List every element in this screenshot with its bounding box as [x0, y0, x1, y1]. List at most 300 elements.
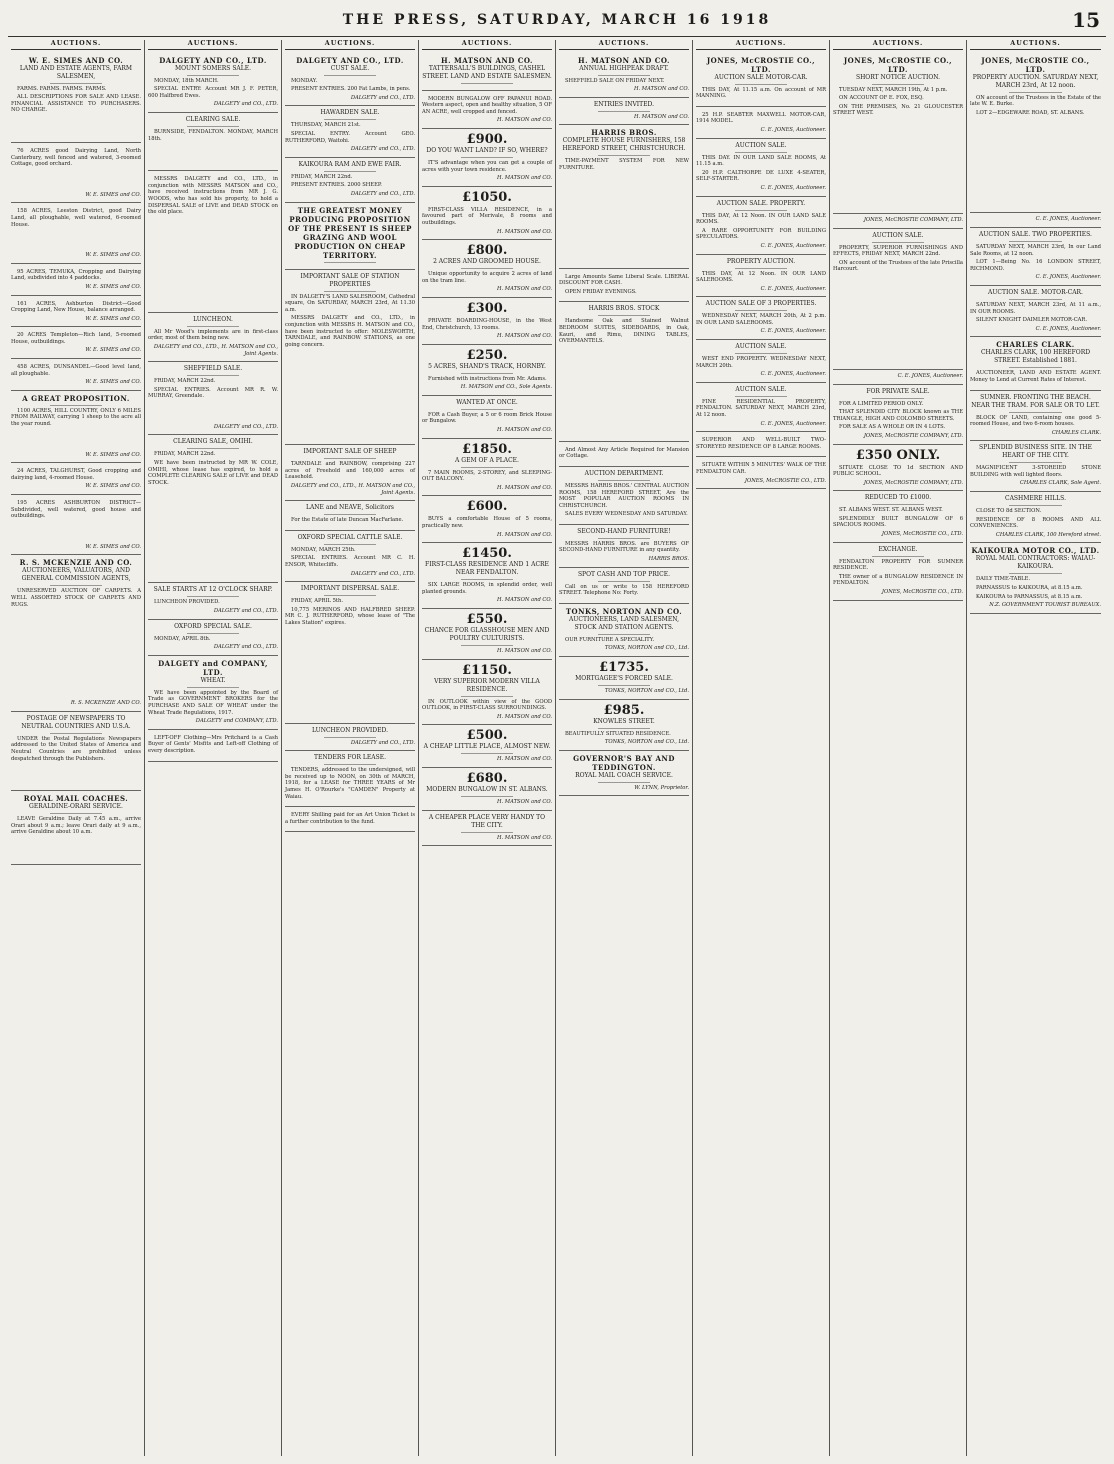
ad-paragraph: MESSRS DALGETY and CO., LTD., in conjunction with MESSRS MATSON and CO., have received instructions from MR J. G. WOODS, who has sold his property, to hold a DISPERSAL SALE of LIVE and DEAD STOCK on the old place.: [148, 176, 278, 216]
ad-signature: DALGETY and CO., LTD.: [213, 101, 278, 108]
ad-rule: [1009, 573, 1061, 574]
column-4: [419, 40, 556, 1456]
advertisement: [970, 228, 1101, 286]
ad-subheading: HARRIS BROS. STOCK: [588, 305, 660, 313]
ad-rule: [187, 126, 239, 127]
ad-paragraph: SATURDAY NEXT, MARCH 23rd, At 11 a.m., IN OUR ROOMS.: [970, 301, 1101, 315]
ad-paragraph: THIS DAY, At 12 Noon. IN OUR LAND SALEROOMS.: [696, 270, 826, 284]
advertisement: [970, 213, 1101, 228]
advertisement: [970, 53, 1101, 214]
ad-paragraph: MAGNIFICENT 3-STOREIED STONE BUILDING with well lighted floors.: [970, 465, 1101, 478]
ad-paragraph: SIX LARGE ROOMS, in splendid order, well planted grounds.: [422, 582, 552, 595]
ad-subheading: LAND AND ESTATE AGENTS, FARM SALESMEN,: [19, 64, 133, 80]
ad-signature: H. MATSON and CO.: [496, 798, 552, 805]
ad-paragraph: ON ACCOUNT OF E. FOX, ESQ.: [839, 95, 924, 102]
ad-price: £900.: [466, 131, 508, 147]
ad-signature: HARRIS BROS.: [648, 556, 689, 563]
advertisement: [422, 396, 552, 439]
ad-subheading: AUCTION SALE.: [735, 141, 787, 149]
column-5: [556, 40, 693, 1456]
advertisement: [696, 197, 826, 255]
ad-paragraph: PARNASSUS to KAIKOURA, at 8.15 a.m.: [976, 585, 1083, 592]
ad-rule: [187, 448, 239, 449]
ad-rule: [461, 696, 513, 697]
ad-signature: W. E. SIMES and CO.: [85, 379, 141, 386]
ad-paragraph: FIRST-CLASS VILLA RESIDENCE, in a favoured part of Merivale, 8 rooms and outbuildings.: [422, 206, 552, 226]
ad-paragraph: 24 ACRES, TALGHURST, Good cropping and dairying land, 4-roomed House.: [11, 468, 141, 481]
advertisement: [422, 543, 552, 609]
column-1: [8, 40, 145, 1456]
ad-paragraph: For the Estate of late Duncan MacFarlane.: [291, 517, 404, 524]
ad-rule: [461, 409, 513, 410]
ad-filler: [833, 275, 963, 365]
ad-paragraph: BEAUTIFULLY SITUATED RESIDENCE.: [565, 730, 671, 737]
ad-signature: H. MATSON and CO.: [496, 286, 552, 293]
ad-signature: TONKS, NORTON and CO., Ltd.: [604, 688, 689, 695]
advertisement: [422, 345, 552, 396]
ad-filler: [11, 522, 141, 544]
ad-subheading: MOUNT SOMERS SALE.: [174, 64, 252, 72]
ad-subheading: AUCTION SALE MOTOR-CAR.: [714, 73, 808, 81]
ad-subheading: AUCTION SALE.: [872, 231, 924, 239]
ad-rule: [598, 634, 650, 635]
ad-paragraph: 20 H.P. CALTHORPE DE LUXE 4-SEATER, SELF-STARTER.: [696, 169, 826, 183]
ad-heading: JONES, McCROSTIE CO., LTD.: [981, 55, 1090, 74]
ad-rule: [50, 813, 102, 814]
ad-price: £300.: [466, 300, 508, 316]
column-3: [282, 40, 419, 1456]
advertisement: [148, 53, 278, 113]
ad-filler: [559, 347, 689, 437]
ad-rule: [598, 480, 650, 481]
advertisement: [11, 53, 141, 143]
ad-signature: DALGETY and CO., LTD.: [213, 608, 278, 615]
ad-paragraph: A RARE OPPORTUNITY FOR BUILDING SPECULATORS.: [696, 227, 826, 241]
ad-signature: H. MATSON and CO.: [496, 531, 552, 538]
advertisement: [559, 751, 689, 797]
ad-signature: C. E. JONES, Auctioneer.: [760, 184, 826, 191]
ad-heading: THE GREATEST MONEY PRODUCING PROPOSITION OF THE PRESENT IS SHEEP GRAZING AND WOOL PRODUCTION ON CHEAP TERRITORY.: [288, 205, 412, 260]
ad-subheading: GERALDINE-ORARI SERVICE.: [29, 803, 123, 811]
ad-paragraph: TIME-PAYMENT SYSTEM FOR NEW FURNITURE.: [559, 158, 689, 171]
ad-signature: H. MATSON and CO.: [496, 175, 552, 182]
ad-subheading: AUCTION DEPARTMENT.: [584, 469, 664, 477]
advertisement: [833, 214, 963, 229]
ad-filler: [285, 350, 415, 440]
ad-subheading: 5 ACRES, SHAND'S TRACK, HORNBY.: [428, 362, 546, 370]
ad-rule: [187, 596, 239, 597]
ad-subheading: CASHMERE HILLS.: [1005, 495, 1066, 503]
ad-signature: W. E. SIMES and CO.: [85, 543, 141, 550]
ad-rule: [461, 373, 513, 374]
ad-subheading: CHARLES CLARK, 100 HEREFORD STREET. Established 1881.: [980, 349, 1091, 365]
ad-subheading: CUST SALE.: [330, 64, 370, 72]
advertisement: [422, 439, 552, 497]
ad-subheading: OXFORD SPECIAL SALE.: [174, 622, 252, 630]
ad-paragraph: FOR A LIMITED PERIOD ONLY.: [839, 400, 924, 407]
ad-paragraph: MESSRS HARRIS BROS. are BUYERS OF SECOND-HAND FURNITURE in any quantity.: [559, 540, 689, 554]
ad-paragraph: MONDAY, 18th MARCH.: [154, 77, 219, 84]
ad-rule: [735, 268, 787, 269]
ad-rule: [50, 83, 102, 84]
ad-signature: C. E. JONES, Auctioneer.: [1035, 325, 1101, 332]
advertisement: [285, 807, 415, 832]
ad-paragraph: EVERY Shilling paid for an Art Union Ticket is a further contribution to the fund.: [285, 812, 415, 825]
ad-price: £985.: [603, 702, 645, 718]
ad-subheading: AUCTION SALE. TWO PROPERTIES.: [979, 230, 1092, 238]
ad-price: £1450.: [462, 546, 512, 562]
ad-paragraph: OPEN FRIDAY EVENINGS.: [565, 288, 637, 295]
ad-rule: [598, 581, 650, 582]
advertisement: [970, 286, 1101, 337]
ad-paragraph: LOT 1—Being No. 16 LONDON STREET, RICHMOND.: [970, 259, 1101, 272]
ad-signature: C. E. JONES, Auctioneer.: [760, 371, 826, 378]
ad-heading: TONKS, NORTON AND CO.: [565, 606, 683, 616]
ad-heading: DALGETY and COMPANY, LTD.: [158, 658, 268, 677]
ad-paragraph: FOR SALE AS A WHOLE OR IN 4 LOTS.: [839, 424, 946, 431]
ad-rule: [598, 538, 650, 539]
ad-paragraph: FRIDAY, MARCH 22nd.: [154, 378, 216, 385]
ad-paragraph: CLOSE TO 8d SECTION.: [976, 508, 1042, 515]
ad-subheading: SECOND-HAND FURNITURE!: [577, 527, 671, 535]
advertisement: [422, 496, 552, 543]
ad-paragraph: PROPERTY, SUPERIOR FURNISHINGS AND EFFECTS, FRIDAY NEXT, MARCH 22nd.: [833, 244, 963, 258]
ad-paragraph: ON account of the Trustees in the Estate of the late W. E. Burke.: [970, 94, 1101, 108]
advertisement: [11, 463, 141, 495]
ad-paragraph: THIS DAY, At 12 Noon. IN OUR LAND SALE ROOMS.: [696, 212, 826, 226]
column-header: AUCTIONS.: [148, 40, 278, 50]
ad-rule: [461, 467, 513, 468]
ad-paragraph: KAIKOURA to PARNASSUS, at 8.15 a.m.: [976, 593, 1083, 600]
advertisement: [148, 620, 278, 656]
ad-signature: H. MATSON and CO.: [496, 713, 552, 720]
ad-paragraph: SILENT KNIGHT DAIMLER MOTOR-CAR.: [976, 317, 1087, 324]
ad-subheading: CLEARING SALE, OMIHI.: [173, 438, 253, 446]
advertisement: [285, 53, 415, 107]
column-2: [145, 40, 282, 1456]
ad-signature: W. E. SIMES and CO.: [85, 451, 141, 458]
column-header: AUCTIONS.: [559, 40, 689, 50]
advertisement: [696, 255, 826, 298]
ad-rule: [461, 832, 513, 833]
ad-rule: [1009, 299, 1061, 300]
ad-subheading: A GEM OF A PLACE.: [455, 456, 519, 464]
advertisement: [285, 158, 415, 203]
ad-paragraph: FENDALTON PROPERTY FOR SUMNER RESIDENCE.: [833, 558, 963, 572]
advertisement: [833, 491, 963, 542]
ad-paragraph: SHEFFIELD SALE ON FRIDAY NEXT.: [565, 77, 665, 84]
advertisement: [559, 657, 689, 700]
ad-heading: KAIKOURA MOTOR CO., LTD.: [971, 546, 1100, 556]
ad-subheading: SPLENDID BUSINESS SITE. IN THE HEART OF THE CITY.: [978, 444, 1093, 460]
ad-paragraph: Furnished with instructions from Mr. Adams.: [428, 375, 547, 382]
ad-subheading: VERY SUPERIOR MODERN VILLA RESIDENCE.: [434, 677, 540, 693]
ad-signature: C. E. JONES, Auctioneer.: [760, 420, 826, 427]
ad-rule: [187, 75, 239, 76]
ad-paragraph: MODERN BUNGALOW OFF PAPANUI ROAD. Western aspect, open and healthy situation, 5 OF AN ACRE, well cropped and fenced.: [422, 95, 552, 115]
ad-price: £550.: [466, 612, 508, 627]
ad-subheading: DO YOU WANT LAND? IF SO, WHERE?: [426, 146, 548, 154]
ad-rule: [187, 687, 239, 688]
ad-signature: C. E. JONES, Auctioneer.: [760, 285, 826, 292]
ad-filler: [11, 610, 141, 700]
ad-paragraph: And Almost Any Article Required for Mansion or Cottage.: [559, 446, 689, 460]
advertisement: [148, 362, 278, 435]
advertisement: [559, 525, 689, 568]
advertisement: [422, 129, 552, 187]
ad-rule: [1009, 462, 1061, 463]
advertisement: [422, 811, 552, 847]
ad-signature: DALGETY and CO., LTD.: [213, 644, 278, 651]
advertisement: [970, 492, 1101, 543]
ad-subheading: LANE and NEAVE, Solicitors: [305, 504, 395, 512]
ad-paragraph: Large Amounts Same Liberal Scale. LIBERAL DISCOUNT FOR CASH.: [559, 273, 689, 287]
advertisement: [148, 583, 278, 619]
ad-filler: [559, 174, 689, 264]
ad-signature: H. MATSON and CO.: [496, 427, 552, 434]
ad-paragraph: SPECIAL ENTRY. Account GEO. RUTHERFORD, Waitohi.: [285, 130, 415, 144]
ad-subheading: KNOWLES STREET.: [593, 717, 655, 725]
ad-signature: H. MATSON and CO.: [496, 117, 552, 124]
ad-paragraph: BUYS a comfortable House of 5 rooms, practically new.: [422, 516, 552, 530]
ad-price: £1050.: [462, 189, 512, 205]
ad-price: £500.: [466, 728, 508, 744]
column-header: AUCTIONS.: [285, 40, 415, 50]
ad-filler: [11, 170, 141, 192]
ad-paragraph: WEDNESDAY NEXT, MARCH 20th, At 2 p.m. IN OUR LAND SALEROOMS.: [696, 313, 826, 326]
ad-subheading: A CHEAPER PLACE VERY HANDY TO THE CITY.: [428, 813, 546, 829]
column-header: AUCTIONS.: [696, 40, 826, 50]
ad-rule: [461, 796, 513, 797]
ad-paragraph: SITUATE WITHIN 5 MINUTES' WALK OF THE FENDALTON CAR.: [696, 462, 826, 475]
advertisement: [285, 106, 415, 157]
advertisement: [422, 609, 552, 660]
ad-rule: [735, 84, 787, 85]
ad-heading: H. MATSON AND CO.: [440, 55, 533, 65]
ad-signature: JONES, McCROSTIE COMPANY, LTD.: [863, 216, 963, 223]
ad-rule: [324, 291, 376, 292]
ad-paragraph: DAILY TIME-TABLE.: [976, 576, 1031, 583]
ad-rule: [461, 579, 513, 580]
ad-signature: TONKS, NORTON and CO., Ltd.: [604, 739, 689, 746]
ad-signature: H. MATSON and CO.: [496, 648, 552, 654]
column-7: [830, 40, 967, 1456]
ad-subheading: COMPLETE HOUSE FURNISHERS, 158 HEREFORD STREET, CHRISTCHURCH.: [562, 137, 686, 153]
advertisement: [970, 337, 1101, 390]
ad-paragraph: All Mr Wood's implements are in first-class order, most of them being new.: [148, 328, 278, 342]
ad-paragraph: WEST END PROPERTY. WEDNESDAY NEXT, MARCH 20th.: [696, 356, 826, 369]
ad-filler: [11, 430, 141, 452]
ad-rule: [461, 753, 513, 754]
ad-paragraph: 20 ACRES Templeton—Rich land, 5-roomed House, outbuildings.: [11, 332, 141, 345]
ad-paragraph: SPECIAL ENTRIES. Account MR R. W. MURRAY, Greendale.: [148, 386, 278, 400]
ad-signature: C. E. JONES, Auctioneer.: [897, 372, 963, 379]
ad-price: £250.: [466, 347, 508, 363]
ad-subheading: CLEARING SALE.: [185, 115, 241, 123]
advertisement: [970, 543, 1101, 613]
ad-subheading: AUCTIONEERS, LAND SALESMEN, STOCK AND STATION AGENTS.: [568, 615, 679, 631]
ad-signature: W. E. SIMES and CO.: [85, 283, 141, 290]
ad-paragraph: MONDAY, APRIL 8th.: [154, 635, 211, 642]
ad-signature: H. MATSON and CO.: [633, 113, 689, 120]
ad-rule: [1009, 412, 1061, 413]
ad-subheading: AUCTION SALE.: [735, 385, 787, 393]
advertisement: [11, 327, 141, 359]
ad-paragraph: PRESENT ENTRIES. 200 Fat Lambs, in pens.: [291, 86, 411, 93]
ad-paragraph: BURNSIDE, FENDALTON. MONDAY, MARCH 18th.: [148, 128, 278, 142]
ad-subheading: ROYAL MAIL COACH SERVICE.: [575, 771, 673, 779]
ad-rule: [187, 633, 239, 634]
ad-signature: C. E. JONES, Auctioneer.: [1035, 274, 1101, 281]
ad-filler: [11, 838, 141, 860]
ad-filler: [11, 230, 141, 252]
ad-rule: [735, 353, 787, 354]
ad-rule: [324, 119, 376, 120]
ad-signature: H. MATSON and CO.: [496, 333, 552, 340]
ad-subheading: 2 ACRES AND GROOMED HOUSE.: [433, 258, 541, 266]
ad-rule: [461, 157, 513, 158]
ad-subheading: WHEAT.: [200, 676, 226, 684]
advertisement: [559, 604, 689, 657]
ad-signature: DALGETY and CO., LTD., H. MATSON and CO., Joint Agents.: [153, 343, 278, 357]
page-number: 15: [1072, 8, 1100, 32]
ad-signature: H. MATSON and CO.: [496, 834, 552, 841]
ad-paragraph: 7 MAIN ROOMS, 2-STOREY, and SLEEPING-OUT BALCONY.: [422, 469, 552, 483]
ad-signature: DALGETY and CO., LTD.: [350, 570, 415, 577]
ad-rule: [50, 733, 102, 734]
column-8: [967, 40, 1104, 1456]
advertisement: [559, 269, 689, 303]
ad-paragraph: 458 ACRES, DUNSANDEL—Good level land, all ploughable.: [11, 364, 141, 377]
ad-signature: C. E. JONES, Auctioneer.: [760, 242, 826, 249]
ad-paragraph: RESIDENCE OF 8 ROOMS AND ALL CONVENIENCES.: [970, 516, 1101, 530]
ad-signature: H. MATSON and CO.: [496, 756, 552, 763]
ad-rule: [598, 155, 650, 156]
ad-rule: [1009, 367, 1061, 368]
ad-rule: [735, 310, 787, 311]
advertisement: [285, 582, 415, 723]
ad-paragraph: Handsome Oak and Stained Walnut BEDROOM SUITES, SIDEBOARDS, in Oak, Kauri, and Rimu, DINING TABLES, OVERMANTELS.: [559, 318, 689, 345]
ad-signature: W. E. SIMES and CO.: [85, 252, 141, 259]
ad-rule: [324, 171, 376, 172]
advertisement: [559, 442, 689, 467]
advertisement: [696, 340, 826, 383]
ad-heading: R. S. MCKENZIE AND CO.: [19, 558, 133, 568]
ad-paragraph: THAT SPLENDID CITY BLOCK known as THE TRIANGLE, HIGH AND COLOMBO STREETS.: [833, 409, 963, 422]
ad-filler: [148, 144, 278, 166]
ad-paragraph: TENDERS, addressed to the undersigned, will be received up to NOON, on 30th of MARCH, 1918, for a LEASE for THREE YEARS of Mr James H. O'Rourke's "CAMDEN" Property at Waiau.: [285, 767, 415, 800]
ad-paragraph: SITUATE CLOSE TO 1d SECTION AND PUBLIC SCHOOL.: [833, 464, 963, 478]
ad-rule: [735, 152, 787, 153]
advertisement: [833, 229, 963, 370]
ad-heading: GOVERNOR'S BAY AND TEDDINGTON.: [573, 753, 675, 772]
ad-price: £350 ONLY.: [855, 447, 941, 463]
advertisement: [285, 203, 415, 270]
ad-heading: H. MATSON AND CO.: [577, 55, 670, 65]
ad-subheading: ROYAL MAIL CONTRACTORS: WAIAU-KAIKOURA.: [975, 555, 1096, 571]
columns-container: [8, 40, 1106, 1456]
advertisement: [696, 457, 826, 489]
ad-paragraph: THIS DAY, At 11.15 a.m. On account of MR MANNING.: [696, 86, 826, 100]
ad-signature: C. E. JONES, Auctioneer.: [760, 126, 826, 133]
ad-paragraph: FOR a Cash Buyer, a 5 or 6 room Brick House or Bungalow.: [422, 411, 552, 425]
advertisement: [833, 385, 963, 445]
ad-signature: DALGETY and CO., LTD.: [350, 190, 415, 197]
ad-paragraph: LEFT-OFF Clothing—Mrs Pritchard is a Cash Buyer of Gents' Misfits and Left-off Clothing of every description.: [148, 734, 278, 754]
ad-paragraph: ON THE PREMISES, No. 21 GLOUCESTER STREET WEST.: [833, 103, 963, 117]
ad-rule: [50, 405, 102, 406]
ad-signature: H. MATSON and CO.: [496, 597, 552, 604]
advertisement: [148, 313, 278, 362]
ad-rule: [598, 111, 650, 112]
ad-paragraph: ON account of the Trustees of the late Priscilla Harcourt.: [833, 259, 963, 273]
ad-paragraph: TUESDAY NEXT, MARCH 19th, At 1 p.m.: [839, 86, 948, 93]
advertisement: [11, 391, 141, 463]
ad-paragraph: SPECIAL ENTRIES. Account MR C. H. ENSOR, Whitecliffs.: [285, 555, 415, 569]
advertisement: [970, 441, 1101, 492]
ad-rule: [1009, 92, 1061, 93]
advertisement: [422, 187, 552, 240]
ad-subheading: IMPORTANT SALE OF STATION PROPERTIES: [300, 272, 400, 288]
advertisement: [422, 240, 552, 298]
masthead: [0, 0, 1114, 38]
ad-paragraph: FARMS. FARMS. FARMS. FARMS.: [17, 85, 107, 92]
advertisement: [11, 555, 141, 711]
ad-paragraph: BLOCK OF LAND, containing one good 5-roomed House, and two 6-room houses.: [970, 414, 1101, 428]
ad-rule: [324, 262, 376, 263]
advertisement: [422, 725, 552, 768]
ad-paragraph: WE have been appointed by the Board of Trade as GOVERNMENT BROKERS for the PURCHASE AND SALE OF WHEAT under the Wheat Trade Regulations, 1917.: [148, 689, 278, 716]
ad-paragraph: ALL DESCRIPTIONS FOR SALE AND LEASE. FINANCIAL ASSISTANCE TO PURCHASERS. NO CHARGE.: [11, 94, 141, 114]
ad-paragraph: 195 ACRES ASHBURTON DISTRICT—Subdivided, well watered, good house and outbuildings.: [11, 500, 141, 520]
advertisement: [148, 730, 278, 762]
ad-paragraph: UNRESERVED AUCTION OF CARPETS. A WELL ASSORTED STOCK OF CARPETS AND RUGS.: [11, 588, 141, 608]
ad-subheading: IMPORTANT DISPERSAL SALE.: [300, 585, 400, 593]
ad-rule: [598, 315, 650, 316]
advertisement: [422, 298, 552, 345]
advertisement: [11, 712, 141, 791]
ad-paragraph: 1100 ACRES, HILL COUNTRY, ONLY 6 MILES FROM RAILWAY, carrying 1 sheep to the acre all the year round.: [11, 407, 141, 428]
advertisement: [422, 91, 552, 129]
ad-heading: W. E. SIMES AND CO.: [28, 55, 124, 65]
advertisement: [11, 359, 141, 391]
ad-rule: [324, 595, 376, 596]
ad-rule: [50, 585, 102, 586]
ad-paragraph: LUNCHEON PROVIDED.: [154, 599, 220, 606]
ad-heading: DALGETY AND CO., LTD.: [159, 55, 267, 65]
ad-signature: W. E. SIMES and CO.: [85, 315, 141, 322]
ad-price: £600.: [466, 499, 508, 515]
ad-paragraph: IN OUTLOOK within view of the GOOD OUTLOOK, in FIRST-CLASS SURROUNDINGS.: [422, 698, 552, 712]
ad-price: £680.: [466, 770, 508, 786]
ad-paragraph: TARNDALE and RAINBOW, comprising 227 acres of Freehold and 160,000 acres of Leasehold.: [285, 461, 415, 481]
ad-paragraph: SUPERIOR AND WELL-BUILT TWO-STOREYED RESIDENCE OF 8 LARGE ROOMS.: [696, 437, 826, 450]
ad-paragraph: THURSDAY, MARCH 21st.: [291, 122, 361, 129]
ad-paragraph: WE have been instructed by MR W. COLE, OMIHI, whose lease has expired, to hold a COMPLETE CLEARING SALE of LIVE and DEAD STOCK.: [148, 460, 278, 486]
advertisement: [559, 467, 689, 525]
ad-rule: [598, 75, 650, 76]
ad-signature: H. MATSON and CO.: [496, 228, 552, 235]
advertisement: [148, 171, 278, 313]
ad-rule: [872, 242, 924, 243]
ad-rule: [872, 556, 924, 557]
ad-signature: JONES, McCROSTIE COMPANY, LTD.: [863, 432, 963, 439]
ad-rule: [324, 514, 376, 515]
ad-paragraph: 25 H.P. SEABTER MAXWELL MOTOR-CAR, 1914 MODEL.: [696, 111, 826, 125]
ad-paragraph: 95 ACRES, TEMUKA, Cropping and Dairying Land, subdivided into 4 paddocks.: [11, 268, 141, 282]
advertisement: [285, 751, 415, 807]
advertisement: [559, 98, 689, 126]
